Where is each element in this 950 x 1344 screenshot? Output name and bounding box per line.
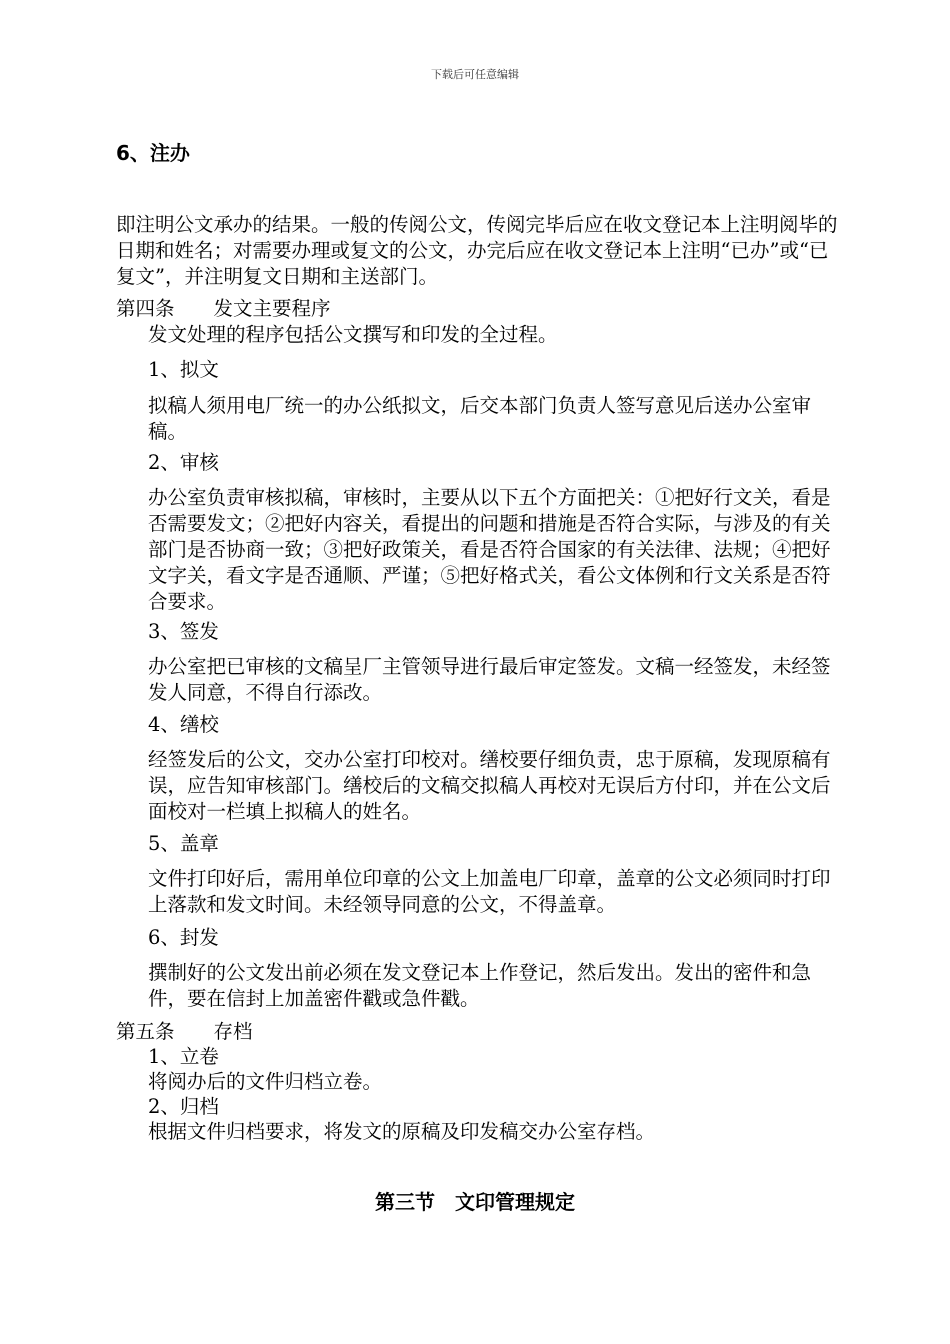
- step-paragraph: 办公室把已审核的文稿呈厂主管领导进行最后审定签发。文稿一经签发，未经签发人同意，不得自行添改。: [148, 655, 831, 704]
- step-paragraph: 根据文件归档要求，将发文的原稿及印发稿交办公室存档。: [148, 1120, 656, 1143]
- step-label: 1、拟文: [148, 358, 219, 381]
- step-label: 2、审核: [148, 451, 219, 474]
- step-label: 3、签发: [148, 620, 219, 643]
- step-paragraph: 将阅办后的文件归档立卷。: [148, 1070, 383, 1093]
- article-4-title: 第四条 发文主要程序: [116, 297, 331, 320]
- next-section-title: 第三节 文印管理规定: [375, 1190, 575, 1214]
- article-4-summary: 发文处理的程序包括公文撰写和印发的全过程。: [148, 323, 558, 346]
- step-label: 1、立卷: [148, 1045, 219, 1068]
- step-paragraph: 办公室负责审核拟稿，审核时，主要从以下五个方面把关：①把好行文关，看是否需要发文；②把好内容关，看提出的问题和措施是否符合实际，与涉及的有关部门是否协商一致；③把好政策关，看是否符合国家的有关法律、法规；④把好文字关，看文字是否通顺、严谨；⑤把好格式关，看公文体例和行文关系是否符合要求。: [148, 486, 831, 613]
- step-label: 2、归档: [148, 1095, 219, 1118]
- intro-paragraph: 即注明公文承办的结果。一般的传阅公文，传阅完毕后应在收文登记本上注明阅毕的日期和姓名；对需要办理或复文的公文，办完后应在收文登记本上注明“已办”或“已复文”，并注明复文日期和主送部门。: [116, 213, 838, 288]
- step-paragraph: 撰制好的公文发出前必须在发文登记本上作登记，然后发出。发出的密件和急件，要在信封上加盖密件戳或急件戳。: [148, 961, 812, 1010]
- step-paragraph: 经签发后的公文，交办公室打印校对。缮校要仔细负责，忠于原稿，发现原稿有误，应告知审核部门。缮校后的文稿交拟稿人再校对无误后方付印，并在公文后面校对一栏填上拟稿人的姓名。: [148, 748, 831, 823]
- article-5-title: 第五条 存档: [116, 1020, 253, 1043]
- step-label: 5、盖章: [148, 832, 219, 855]
- section-heading: 6、注办: [116, 141, 190, 165]
- step-paragraph: 拟稿人须用电厂统一的办公纸拟文，后交本部门负责人签写意见后送办公室审稿。: [148, 394, 812, 443]
- step-paragraph: 文件打印好后，需用单位印章的公文上加盖电厂印章，盖章的公文必须同时打印上落款和发文时间。未经领导同意的公文，不得盖章。: [148, 867, 831, 916]
- header-note: 下载后可任意编辑: [431, 68, 519, 81]
- step-label: 6、封发: [148, 926, 219, 949]
- step-label: 4、缮校: [148, 713, 219, 736]
